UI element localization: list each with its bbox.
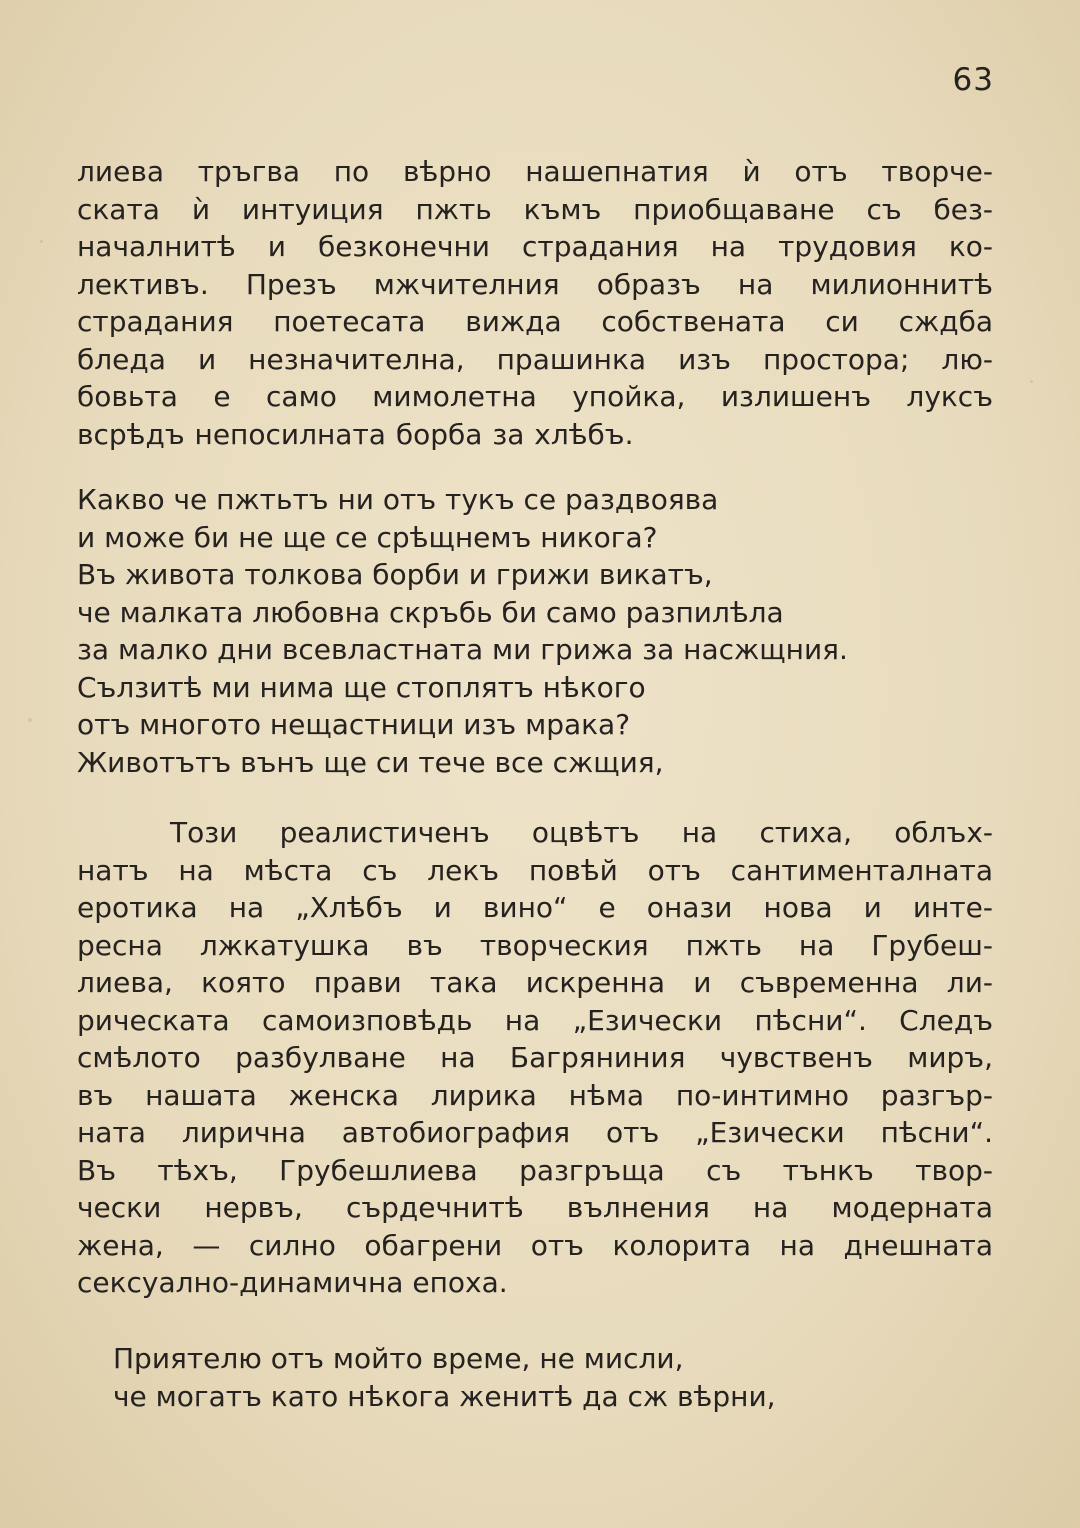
text-line: всрѣдъ непосилната борба за хлѣбъ. xyxy=(77,417,634,451)
text-line: чески нервъ, сърдечнитѣ вълнения на модерната xyxy=(77,1191,993,1224)
paper-speck xyxy=(40,240,43,243)
text-line: бледа и незначителна, прашинка изъ простора; лю- xyxy=(77,342,993,376)
text-line: рическата самоизповѣдь на „Езически пѣсни“. Следъ xyxy=(77,1003,993,1037)
text-line: въ нашата женска лирика нѣма по-интимно разгър- xyxy=(77,1078,993,1112)
text-line: началнитѣ и безконечни страдания на трудовия ко- xyxy=(77,230,993,263)
prose-paragraph-1 xyxy=(77,153,993,453)
text-line: лиева тръгва по вѣрно нашепнатия ѝ отъ творче- xyxy=(77,155,993,188)
verse-line: отъ многото нещастници изъ мрака? xyxy=(77,708,631,741)
verse-line: че могатъ като нѣкога женитѣ да сж вѣрни, xyxy=(113,1379,776,1413)
text-line: ската ѝ интуиция пжть къмъ приобщаване съ без- xyxy=(77,192,993,226)
text-line: бовьта е само мимолетна упойка, излишенъ луксъ xyxy=(77,380,993,413)
paper-speck xyxy=(28,718,32,722)
verse-quote-1 xyxy=(77,481,993,781)
page-number: 63 xyxy=(952,62,994,98)
text-line: Този реалистиченъ оцвѣтъ на стиха, облъх- xyxy=(170,816,993,849)
text-line: страдания поетесата вижда собствената си сждба xyxy=(77,305,993,338)
text-line: натъ на мѣста съ лекъ повѣй отъ сантименталната xyxy=(77,853,993,887)
verse-line: Какво че пжтьтъ ни отъ тукъ се раздвоява xyxy=(77,483,719,516)
verse-line: Животътъ вънъ ще си тече все сжщия, xyxy=(77,745,664,779)
verse-line: и може би не ще се срѣщнемъ никога? xyxy=(77,520,658,554)
paper-speck xyxy=(1030,380,1033,383)
verse-line: Приятелю отъ мойто време, не мисли, xyxy=(113,1342,684,1375)
text-line: Въ тѣхъ, Грубешлиева разгръща съ тънкъ твор- xyxy=(77,1153,993,1187)
text-line: ната лирична автобиография отъ „Езически пѣсни“. xyxy=(77,1116,993,1149)
verse-line: че малката любовна скръбь би само разпилѣла xyxy=(77,595,784,629)
verse-line: за малко дни всевластната ми грижа за насжщния. xyxy=(77,633,848,666)
text-line: сексуално-динамична епоха. xyxy=(77,1266,508,1299)
prose-paragraph-2 xyxy=(77,814,993,1302)
text-line: ресна лжкатушка въ творческия пжть на Грубеш- xyxy=(77,928,993,962)
verse-line: Въ живота толкова борби и грижи викатъ, xyxy=(77,558,713,591)
text-line: смѣлото разбулване на Багряниния чувственъ миръ, xyxy=(77,1041,993,1074)
text-line: лективъ. Презъ мжчителния образъ на милионнитѣ xyxy=(77,267,993,301)
verse-line: Сълзитѣ ми нима ще стоплятъ нѣкого xyxy=(77,670,646,704)
text-line: лиева, която прави така искренна и съвременна ли- xyxy=(77,966,993,999)
text-line: еротика на „Хлѣбъ и вино“ е онази нова и инте- xyxy=(77,891,993,924)
verse-quote-2 xyxy=(113,1340,993,1415)
text-line: жена, — силно обагрени отъ колорита на днешната xyxy=(77,1228,993,1262)
